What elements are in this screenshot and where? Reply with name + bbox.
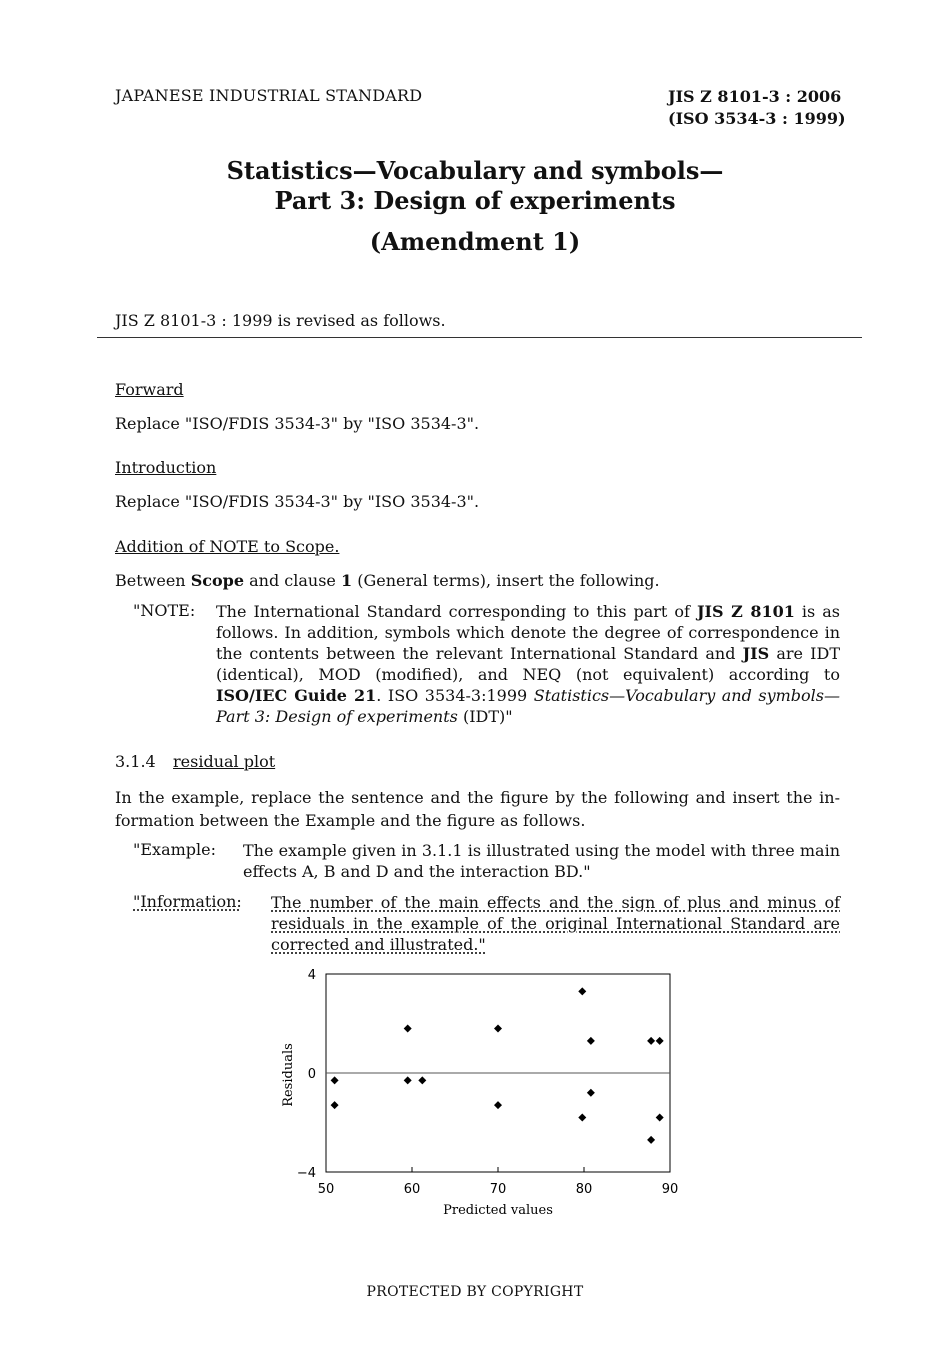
data-point [647, 1037, 655, 1045]
y-tick-label: 4 [307, 968, 316, 983]
data-point [578, 1114, 586, 1122]
clause-number: 3.1.4 [115, 752, 156, 771]
addition-heading: Addition of NOTE to Scope. [115, 537, 340, 556]
data-point [331, 1076, 339, 1084]
example-text: The example given in 3.1.1 is illustrated using the model with three main effects A, B and D and the interaction BD." [243, 841, 840, 881]
y-tick-label: 0 [307, 1067, 316, 1082]
forward-text: Replace "ISO/FDIS 3534-3" by "ISO 3534-3". [115, 414, 480, 433]
x-tick-label: 50 [317, 1182, 335, 1197]
title-amendment: (Amendment 1) [369, 227, 581, 256]
data-point [587, 1037, 595, 1045]
standard-type: JAPANESE INDUSTRIAL STANDARD [115, 86, 423, 105]
data-point [418, 1076, 426, 1084]
example-label: "Example: [133, 840, 216, 859]
data-point [578, 987, 586, 995]
note-label: "NOTE: [133, 601, 196, 620]
data-point [404, 1076, 412, 1084]
information-text: The number of the main effects and the sign of plus and minus of residuals in the example of the original International Standard are corrected and illustrated." [271, 893, 840, 954]
iso-number: (ISO 3534-3 : 1999) [668, 109, 846, 128]
y-axis-label: Residuals [281, 1043, 296, 1107]
data-point [331, 1101, 339, 1109]
introduction-heading: Introduction [115, 458, 217, 477]
data-point [494, 1101, 502, 1109]
data-point [656, 1037, 664, 1045]
jis-number: JIS Z 8101-3 : 2006 [668, 87, 842, 106]
divider [97, 337, 862, 338]
data-point [647, 1136, 655, 1144]
addition-text: Between Scope and clause 1 (General terms), insert the following. [115, 571, 660, 590]
clause-term: residual plot [173, 752, 276, 771]
revision-statement: JIS Z 8101-3 : 1999 is revised as follows. [115, 311, 446, 330]
y-tick-label: −4 [296, 1166, 316, 1181]
forward-heading: Forward [115, 380, 184, 399]
note-text: The International Standard corresponding to this part of JIS Z 8101 is as follows. In addition, symbols which denote the degree of correspondence in the contents between the relevant International Standard and JIS are IDT (identical), MOD (modified), and NEQ (not equivalent) according to ISO/IEC Guide 21. ISO 3534-3:1999 Statistics—Vocabulary and symbols—Part 3: Design of experiments (IDT)" [216, 602, 841, 726]
information-label: "Information: [133, 892, 242, 911]
x-tick-label: 60 [403, 1182, 421, 1197]
clause-instruction: In the example, replace the sentence and the figure by the following and insert the in-formation between the Example and the figure as follows. [115, 788, 840, 830]
data-point [494, 1024, 502, 1032]
standard-number [668, 86, 846, 130]
title-line-2: Part 3: Design of experiments [274, 186, 676, 215]
data-point [404, 1024, 412, 1032]
introduction-text: Replace "ISO/FDIS 3534-3" by "ISO 3534-3". [115, 492, 480, 511]
data-point [656, 1114, 664, 1122]
data-point [587, 1089, 595, 1097]
x-tick-label: 80 [575, 1182, 593, 1197]
x-tick-label: 70 [489, 1182, 507, 1197]
x-tick-label: 90 [661, 1182, 679, 1197]
title-line-1: Statistics—Vocabulary and symbols— [226, 156, 724, 185]
copyright-footer: PROTECTED BY COPYRIGHT [366, 1284, 584, 1300]
residual-plot [270, 965, 700, 1225]
x-axis-label: Predicted values [443, 1203, 553, 1218]
